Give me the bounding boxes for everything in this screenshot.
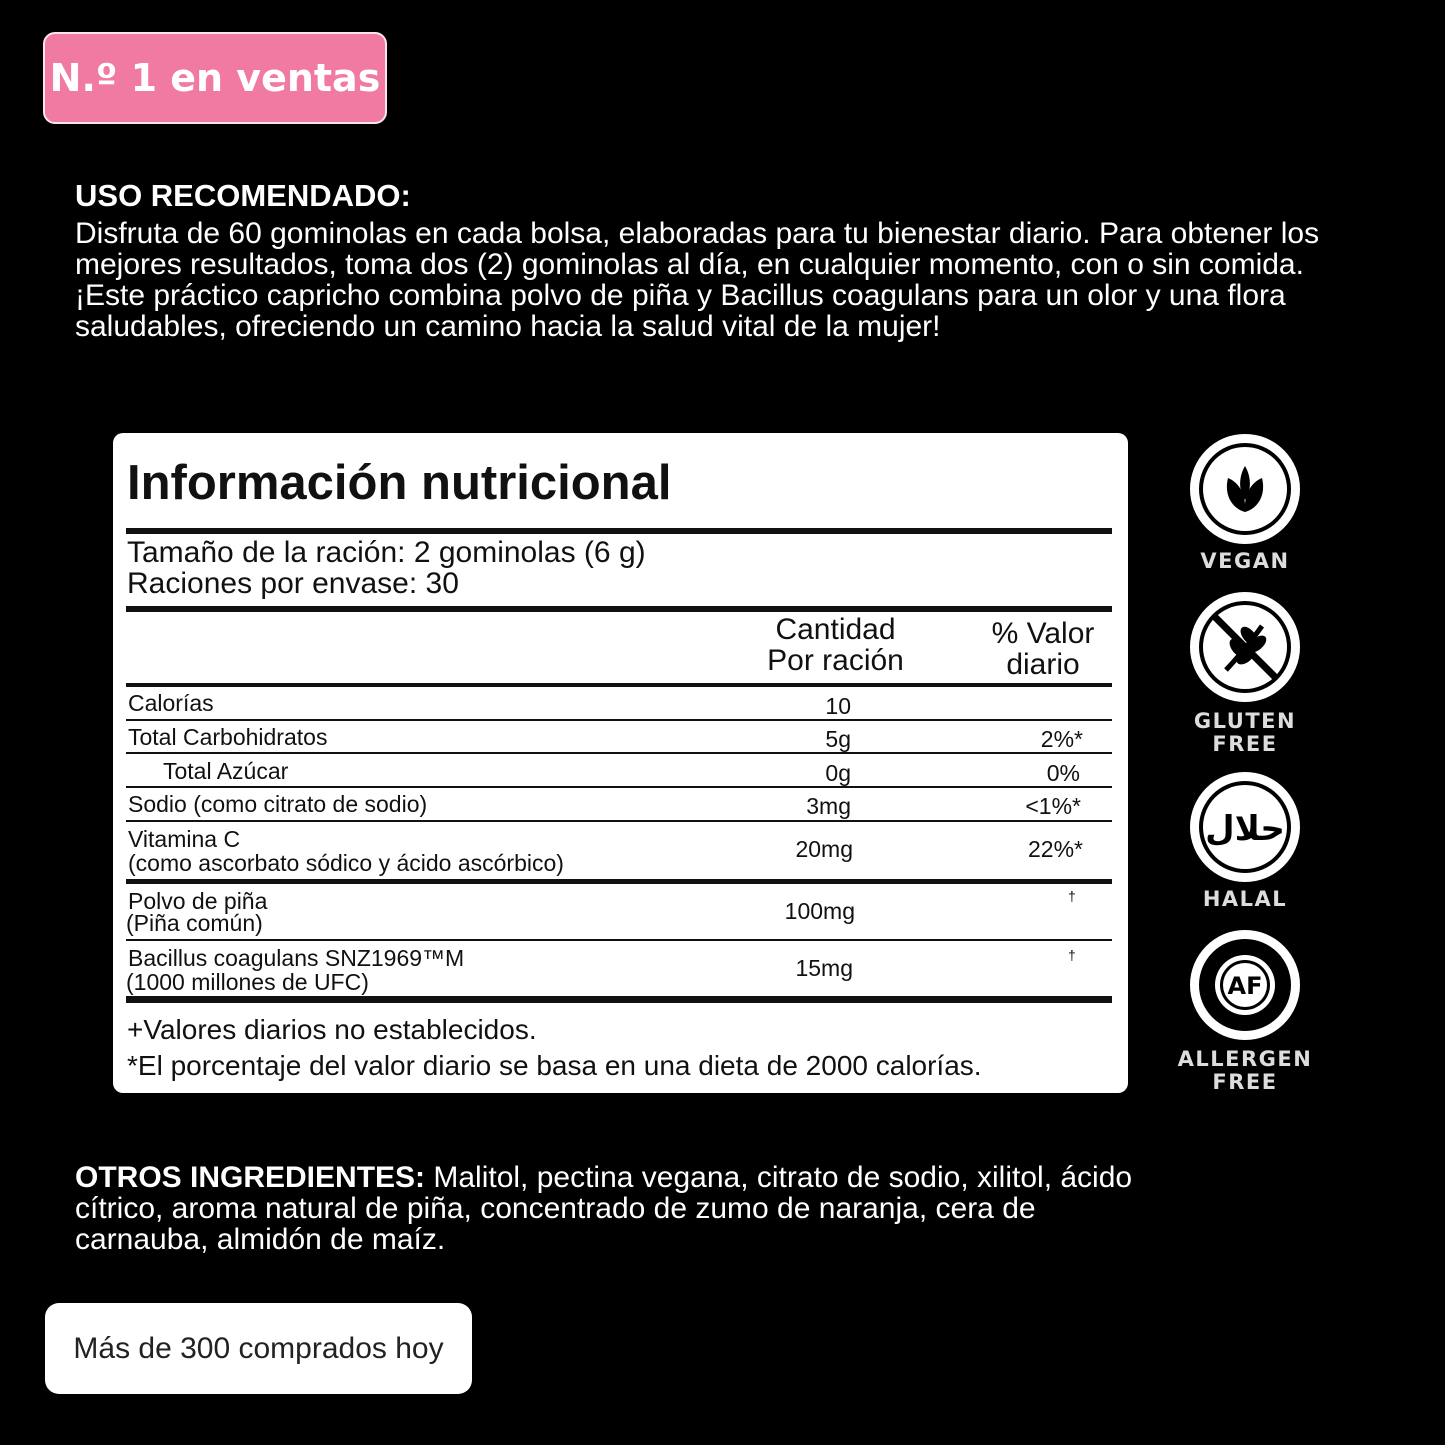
divider bbox=[126, 939, 1112, 941]
column-header-amount-line1: Cantidad bbox=[775, 613, 896, 646]
row-sublabel-vitamin-c: (como ascorbato sódico y ácido ascórbico) bbox=[128, 850, 564, 876]
servings-per-container: Raciones por envase: 30 bbox=[127, 567, 459, 600]
column-header-amount bbox=[743, 614, 928, 676]
row-sublabel-pineapple-powder: (Piña común) bbox=[126, 910, 263, 936]
row-label-vitamin-c: Vitamina C bbox=[128, 826, 241, 852]
divider bbox=[126, 683, 1112, 687]
row-amount-carbohydrates: 5g bbox=[825, 726, 851, 752]
allergen-free-badge bbox=[1170, 926, 1320, 1094]
allergen-free-inner-text: AF bbox=[1227, 972, 1263, 1000]
divider bbox=[126, 820, 1112, 822]
halal-label: HALAL bbox=[1202, 887, 1288, 911]
vegan-leaf-icon bbox=[1186, 430, 1304, 548]
row-dv-carbohydrates: 2%* bbox=[1040, 726, 1083, 752]
row-label-pineapple-powder: Polvo de piña bbox=[128, 888, 268, 914]
column-header-amount-line2: Por ración bbox=[767, 644, 904, 677]
column-header-dv-line2: diario bbox=[1006, 648, 1080, 681]
halal-glyph: حلال bbox=[1205, 809, 1285, 849]
usage-title: USO RECOMENDADO: bbox=[75, 178, 411, 213]
other-ingredients bbox=[75, 1162, 1145, 1255]
ingredients-text: Malitol, pectina vegana, citrato de sodio, xilitol, ácido cítrico, aroma natural de piña, concentrado de zumo de naranja, cera de carnauba, almidón de maíz. bbox=[75, 1161, 1133, 1256]
row-dv-vitamin-c: 22%* bbox=[1028, 836, 1083, 862]
serving-size: Tamaño de la ración: 2 gominolas (6 g) bbox=[127, 536, 646, 569]
row-amount-vitamin-c: 20mg bbox=[795, 836, 853, 862]
usage-section bbox=[75, 178, 1335, 342]
divider bbox=[126, 606, 1112, 612]
row-dv-sugar: 0% bbox=[1046, 760, 1080, 786]
row-label-carbohydrates: Total Carbohidratos bbox=[128, 724, 328, 750]
row-amount-sugar: 0g bbox=[825, 760, 851, 786]
row-dv-sodium: <1%* bbox=[1025, 793, 1081, 819]
divider bbox=[126, 528, 1112, 534]
row-sublabel-bacillus: (1000 millones de UFC) bbox=[126, 969, 369, 995]
column-header-daily-value bbox=[973, 618, 1113, 680]
nutrition-title: Información nutricional bbox=[127, 456, 672, 510]
gluten-free-label-line2: FREE bbox=[1212, 732, 1278, 756]
allergen-free-icon bbox=[1186, 926, 1304, 1044]
row-amount-calories: 10 bbox=[825, 693, 851, 719]
row-label-sugar: Total Azúcar bbox=[163, 758, 289, 784]
allergen-free-label-line1: ALLERGEN bbox=[1177, 1047, 1313, 1071]
row-label-calories: Calorías bbox=[128, 690, 214, 716]
usage-text: Disfruta de 60 gominolas en cada bolsa, elaboradas para tu bienestar diario. Para obtener los mejores resultados, toma dos (2) gominolas al día, en cualquier momento, con o sin comida. ¡Este práctico capricho combina polvo de piña y Bacillus coagulans para un olor y una flora saludables, ofreciendo un camino hacia la salud vital de la mujer! bbox=[75, 217, 1320, 343]
divider bbox=[126, 879, 1112, 884]
purchases-today-badge: Más de 300 comprados hoy bbox=[45, 1303, 472, 1394]
nutrition-facts-panel bbox=[113, 433, 1128, 1093]
bestseller-badge: N.º 1 en ventas bbox=[43, 32, 387, 124]
divider bbox=[126, 719, 1112, 721]
footnote-no-dv: +Valores diarios no establecidos. bbox=[127, 1014, 537, 1045]
vegan-label: VEGAN bbox=[1200, 549, 1290, 573]
footnote-daily-value: *El porcentaje del valor diario se basa en una dieta de 2000 calorías. bbox=[127, 1050, 982, 1081]
row-amount-sodium: 3mg bbox=[806, 793, 851, 819]
row-label-sodium: Sodio (como citrato de sodio) bbox=[128, 791, 428, 817]
gluten-free-badge bbox=[1170, 588, 1320, 756]
divider bbox=[126, 996, 1112, 1003]
gluten-free-icon bbox=[1186, 588, 1304, 706]
row-amount-bacillus: 15mg bbox=[795, 955, 853, 981]
allergen-free-label-line2: FREE bbox=[1212, 1070, 1278, 1094]
divider bbox=[126, 786, 1112, 788]
halal-icon bbox=[1186, 768, 1304, 886]
row-dv-bacillus: † bbox=[1068, 947, 1076, 963]
gluten-free-label-line1: GLUTEN bbox=[1193, 709, 1297, 733]
ingredients-title: OTROS INGREDIENTES: bbox=[75, 1161, 426, 1194]
halal-badge bbox=[1170, 768, 1320, 911]
row-label-bacillus: Bacillus coagulans SNZ1969™M bbox=[128, 945, 465, 971]
serving-info bbox=[127, 537, 646, 599]
column-header-dv-line1: % Valor bbox=[991, 617, 1095, 650]
row-dv-pineapple-powder: † bbox=[1068, 888, 1076, 904]
row-amount-pineapple-powder: 100mg bbox=[784, 898, 855, 924]
divider bbox=[126, 752, 1112, 754]
vegan-badge bbox=[1170, 430, 1320, 573]
